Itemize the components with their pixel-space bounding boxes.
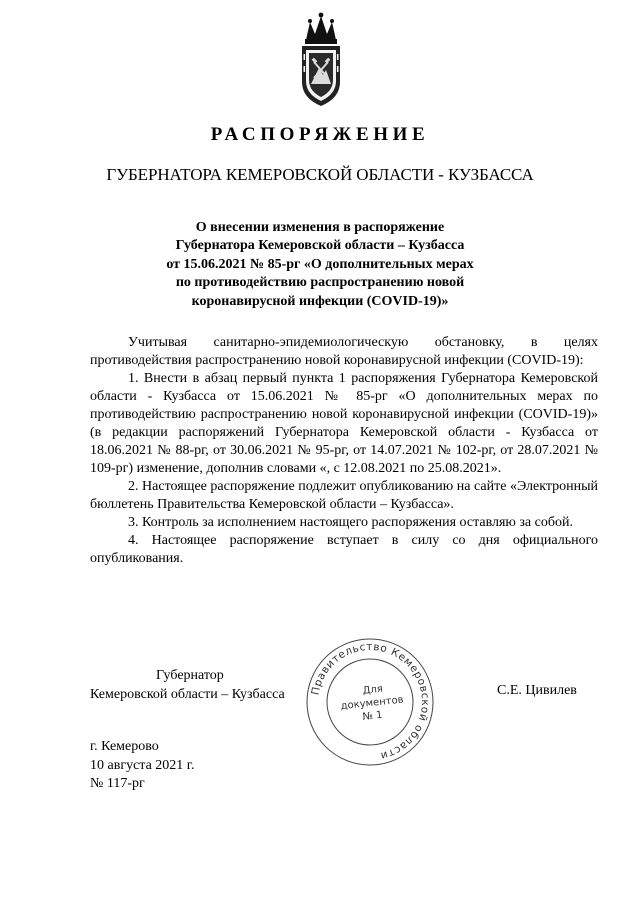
official-stamp [304,636,436,768]
subject-line: от 15.06.2021 № 85-рг «О дополнительных мерах [166,256,474,272]
stamp-center-line: № 1 [362,709,384,723]
subject-line: О внесении изменения в распоряжение [195,220,445,235]
subject-line: Губернатора Кемеровской области – Кузбасса [175,238,465,254]
issue-date: 10 августа 2021 г. [90,757,195,773]
issuer-subtitle: ГУБЕРНАТОРА КЕМЕРОВСКОЙ ОБЛАСТИ - КУЗБАССА [106,165,534,184]
document-requisites [90,738,194,794]
item-paragraph-3: 3. Контроль за исполнением настоящего распоряжения оставляю за собой. [128,515,573,530]
subject-line: коронавирусной инфекции (COVID-19)» [191,293,449,309]
document-type-title: РАСПОРЯЖЕНИЕ [210,124,430,145]
coat-of-arms-emblem [296,12,346,110]
signatory-position [90,666,285,704]
stamp-center-line: документов [340,694,405,713]
document-number: № 117-рг [90,776,145,791]
position-title: Губернатор [156,668,224,683]
item-paragraph-4: 4. Настоящее распоряжение вступает в силу со дня официального опубликования. [90,533,598,566]
issue-city: г. Кемерово [90,739,159,754]
stamp-ring-text: Правительство Кемеровской области [309,640,432,762]
subject-line: по противодействию распространению новой [175,275,465,291]
document-subject [100,219,540,311]
signatory-name: С.Е. Цивилев [497,683,577,698]
item-paragraph-1: 1. Внести в абзац первый пункта 1 распоряжения Губернатора Кемеровской области - Кузбасса от 15.06.2021 № 85-рг «О дополнительных мерах по противодействию распространению новой коронавирусной инфекции (COVID-19)» (в редакции распоряжений Губернатора Кемеровской области - Кузбасса от 18.06.2021 № 88-рг, от 30.06.2021 № 95-рг, от 14.07.2021 № 102-рг, от 28.07.2021 № 109-рг) изменение, дополнив словами «, с 12.08.2021 по 25.08.2021». [90,371,598,476]
document-body [90,334,598,568]
position-region: Кемеровской области – Кузбасса [90,687,285,702]
stamp-center-line: Для [362,683,384,697]
item-paragraph-2: 2. Настоящее распоряжение подлежит опубликованию на сайте «Электронный бюллетень Правительства Кемеровской области – Кузбасса». [90,479,598,512]
intro-paragraph: Учитывая санитарно-эпидемиологическую обстановку, в целях противодействия распространению новой коронавирусной инфекции (COVID-19): [90,335,598,368]
